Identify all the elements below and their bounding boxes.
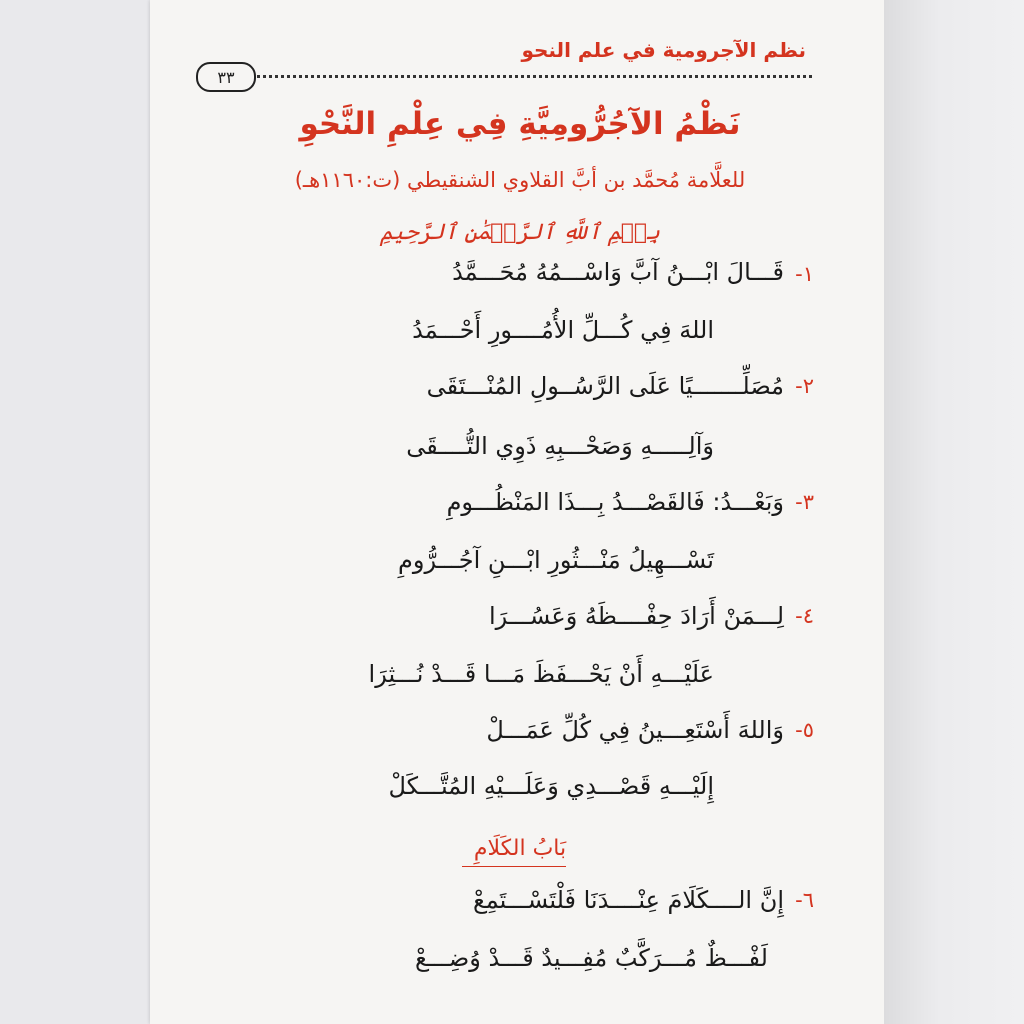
verse-number: ٦- (795, 888, 814, 912)
verse-second-hemistich: تَسْـــهِيلُ مَنْـــثُورِ ابْـــنِ آجُـــرُّومِ (398, 546, 714, 574)
page-edge (884, 0, 1024, 1024)
verse-second-hemistich: لَفْـــظٌ مُـــرَكَّبٌ مُفِـــيدٌ قَـــدْ وُضِـــعْ (415, 944, 768, 972)
verse-number: ٤- (795, 604, 814, 628)
verse-second-hemistich: وَآلِـــــهِ وَصَحْـــبِهِ ذَوِي التُّــــقَى (406, 432, 714, 460)
author-line: للعلَّامة مُحمَّد بن أبَّ القلاوي الشنقيطي (ت:١١٦٠هـ) (294, 168, 746, 192)
verse-first-hemistich: وَبَعْـــدُ: فَالقَصْـــدُ بِـــذَا المَنْظُـــومِ (446, 488, 784, 516)
verse-number: ٢- (795, 374, 814, 398)
basmala: بِسۡمِ ٱللَّهِ ٱلرَّحۡمَٰنِ ٱلرَّحِيمِ (379, 220, 661, 245)
section-heading: بَابُ الكَلَامِ (473, 836, 567, 861)
verse-second-hemistich: إِلَيْـــهِ قَصْـــدِي وَعَلَـــيْهِ المُتَّـــكَلْ (388, 772, 714, 800)
verse-number: ١- (795, 262, 814, 286)
running-head: نظم الآجرومية في علم النحو (521, 38, 806, 62)
header-dotted-rule (252, 75, 812, 78)
page-number: ٣٣ (196, 62, 256, 92)
verse-first-hemistich: إِنَّ الــــكَلَامَ عِنْــــدَنَا فَلْتَسْـــتَمِعْ (472, 886, 784, 914)
verse-number: ٥- (795, 718, 814, 742)
verse-second-hemistich: اللهَ فِي كُـــلِّ الأُمُــــورِ أَحْـــمَدُ (412, 316, 714, 344)
verse-first-hemistich: وَاللهَ أَسْتَعِـــينُ فِي كُلِّ عَمَـــلْ (486, 716, 784, 744)
verse-first-hemistich: قَـــالَ ابْـــنُ آبَّ وَاسْـــمُهُ مُحَـــمَّدُ (452, 258, 784, 286)
section-heading-underline (462, 866, 566, 867)
verse-second-hemistich: عَلَيْـــهِ أَنْ يَحْـــفَظَ مَـــا قَـــدْ نُـــثِرَا (368, 660, 714, 688)
page-title: نَظْمُ الآجُرُّومِيَّةِ فِي عِلْمِ النَّحْوِ (299, 106, 741, 142)
verse-number: ٣- (795, 490, 814, 514)
verse-first-hemistich: مُصَلِّـــــــيًا عَلَى الرَّسُــولِ المُنْـــتَقَى (426, 372, 784, 400)
verse-first-hemistich: لِـــمَنْ أَرَادَ حِفْــــظَهُ وَعَسُـــرَا (488, 602, 784, 630)
